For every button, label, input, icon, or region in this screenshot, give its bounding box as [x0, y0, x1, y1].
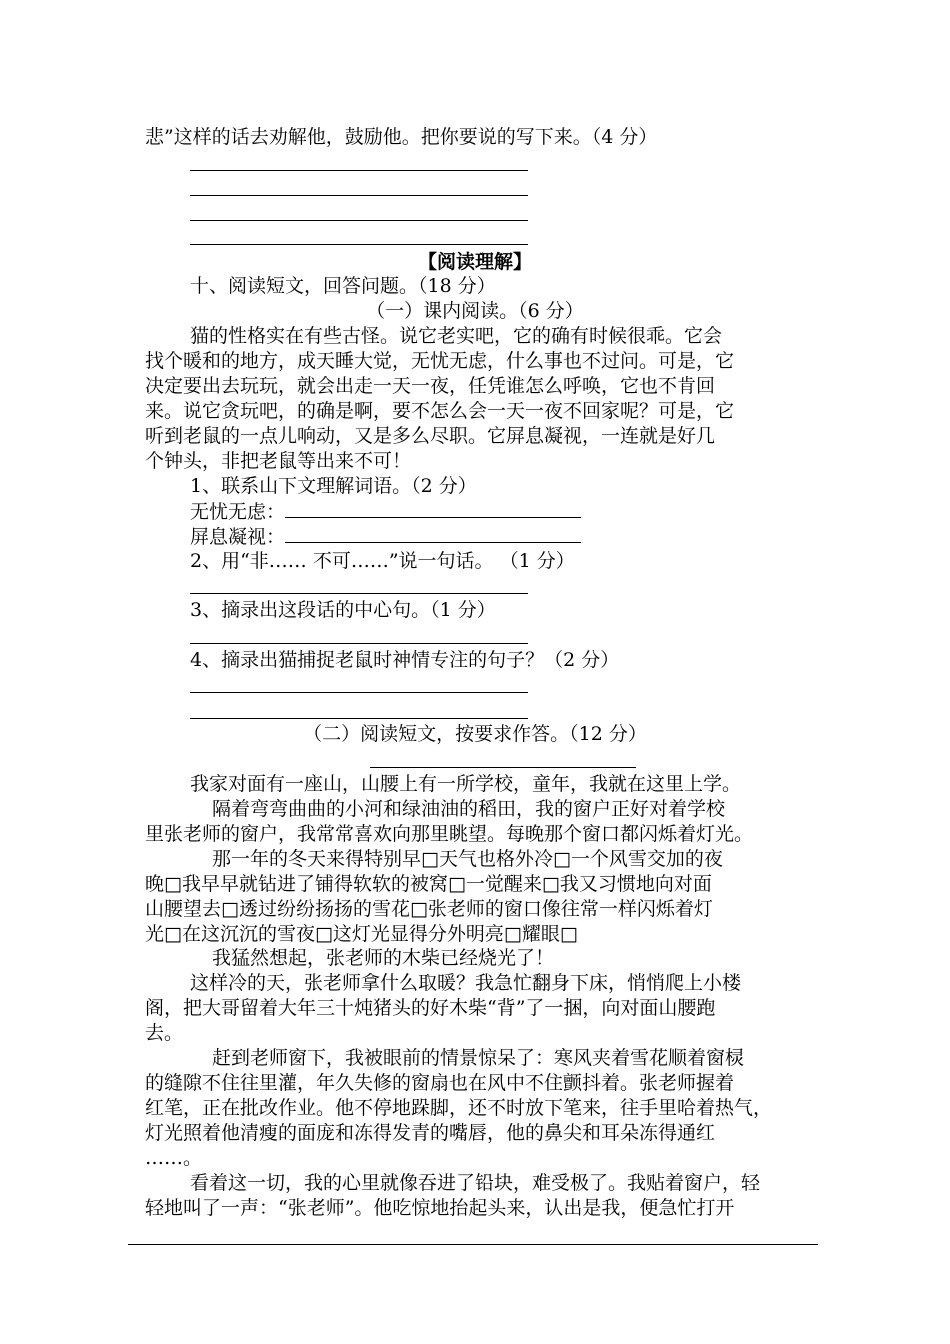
- passage-line: 决定要出去玩玩，就会出走一天一夜，任凭谁怎么呼唤，它也不肯回: [145, 375, 716, 397]
- passage-line: 来。说它贪玩吧，的确是啊，要不怎么会一天一夜不回家呢？可是，它: [145, 400, 735, 422]
- passage-line: 灯光照着他清瘦的面庞和冻得发青的嘴唇，他的鼻尖和耳朵冻得通红: [145, 1122, 716, 1144]
- question-title: 十、阅读短文，回答问题。（18 分）: [190, 275, 496, 297]
- passage-line: 晚□我早早就钻进了铺得软软的被窝□一觉醒来□我又习惯地向对面: [145, 873, 712, 895]
- passage-line: 赶到老师窗下，我被眼前的情景惊呆了：寒风夹着雪花顺着窗棂: [212, 1047, 745, 1069]
- passage-line: 的缝隙不住往里灌，年久失修的窗扇也在风中不住颤抖着。张老师握着: [145, 1072, 735, 1094]
- subsection-title: （二）阅读短文，按要求作答。（12 分）: [303, 723, 647, 745]
- answer-line: [190, 244, 528, 245]
- answer-line: [190, 220, 528, 221]
- passage-line: 找个暖和的地方，成天睡大觉，无忧无虑，什么事也不过问。可是，它: [145, 350, 735, 372]
- passage-line: 我猛然想起，张老师的木柴已经烧光了！: [212, 947, 555, 969]
- passage-line: 个钟头，非把老鼠等出来不可！: [145, 450, 412, 472]
- vocab-item: [190, 499, 581, 524]
- question: 3、摘录出这段话的中心句。（1 分）: [190, 599, 496, 621]
- question: 4、摘录出猫捕捉老鼠时神情专注的句子？（2 分）: [190, 649, 620, 671]
- passage-line: 听到老鼠的一点儿响动，又是多么尽职。它屏息凝视，一连就是好几: [145, 425, 716, 447]
- passage-line: 隔着弯弯曲曲的小河和绿油油的稻田，我的窗户正好对着学校: [212, 798, 726, 820]
- passage-line: 猫的性格实在有些古怪。说它老实吧，它的确有时候很乖。它会: [190, 325, 723, 347]
- vocab-term: 屏息凝视：: [190, 526, 286, 548]
- answer-line: [190, 170, 528, 171]
- subsection-title: （一）课内阅读。（6 分）: [366, 300, 584, 322]
- answer-line: [190, 593, 528, 594]
- passage-line: 山腰望去□透过纷纷扬扬的雪花□张老师的窗口像往常一样闪烁着灯: [145, 898, 713, 920]
- answer-blank[interactable]: [285, 499, 581, 518]
- passage-line: 光□在这沉沉的雪夜□这灯光显得分外明亮□耀眼□: [145, 923, 578, 945]
- vocab-term: 无忧无虑：: [190, 501, 286, 523]
- passage-line: 去。: [145, 1022, 184, 1044]
- passage-line: ……。: [145, 1147, 203, 1169]
- title-blank-line[interactable]: [370, 767, 636, 768]
- passage-line: 看着这一切，我的心里就像吞进了铅块，难受极了。我贴着窗户，轻: [190, 1172, 761, 1194]
- passage-line: 那一年的冬天来得特别早□天气也格外冷□一个风雪交加的夜: [212, 848, 723, 870]
- question: 2、用“非…… 不可……”说一句话。 （1 分）: [190, 550, 575, 572]
- passage-line: 里张老师的窗户，我常常喜欢向那里眺望。每晚那个窗口都闪烁着灯光。: [145, 823, 754, 845]
- answer-line: [190, 692, 528, 693]
- passage-line: 轻地叫了一声：“张老师”。他吃惊地抬起头来，认出是我，便急忙打开: [145, 1197, 735, 1219]
- passage-line: 红笔，正在批改作业。他不停地跺脚，还不时放下笔来，往手里哈着热气，: [145, 1097, 773, 1119]
- answer-blank[interactable]: [285, 524, 581, 543]
- passage-line: 我家对面有一座山，山腰上有一所学校，童年，我就在这里上学。: [190, 773, 742, 795]
- paragraph-line: 悲”这样的话去劝解他，鼓励他。把你要说的写下来。（4 分）: [145, 126, 658, 148]
- answer-line: [190, 195, 528, 196]
- passage-line: 这样冷的天，张老师拿什么取暖？我急忙翻身下床，悄悄爬上小楼: [190, 972, 742, 994]
- question: 1、联系山下文理解词语。（2 分）: [190, 475, 477, 497]
- answer-line: [190, 718, 528, 719]
- passage-line: 阁，把大哥留着大年三十炖猪头的好木柴“背”了一捆，向对面山腰跑: [145, 997, 716, 1019]
- vocab-item: [190, 524, 581, 549]
- section-heading: 【阅读理解】: [417, 251, 532, 273]
- footer-rule: [128, 1244, 818, 1245]
- answer-line: [190, 643, 528, 644]
